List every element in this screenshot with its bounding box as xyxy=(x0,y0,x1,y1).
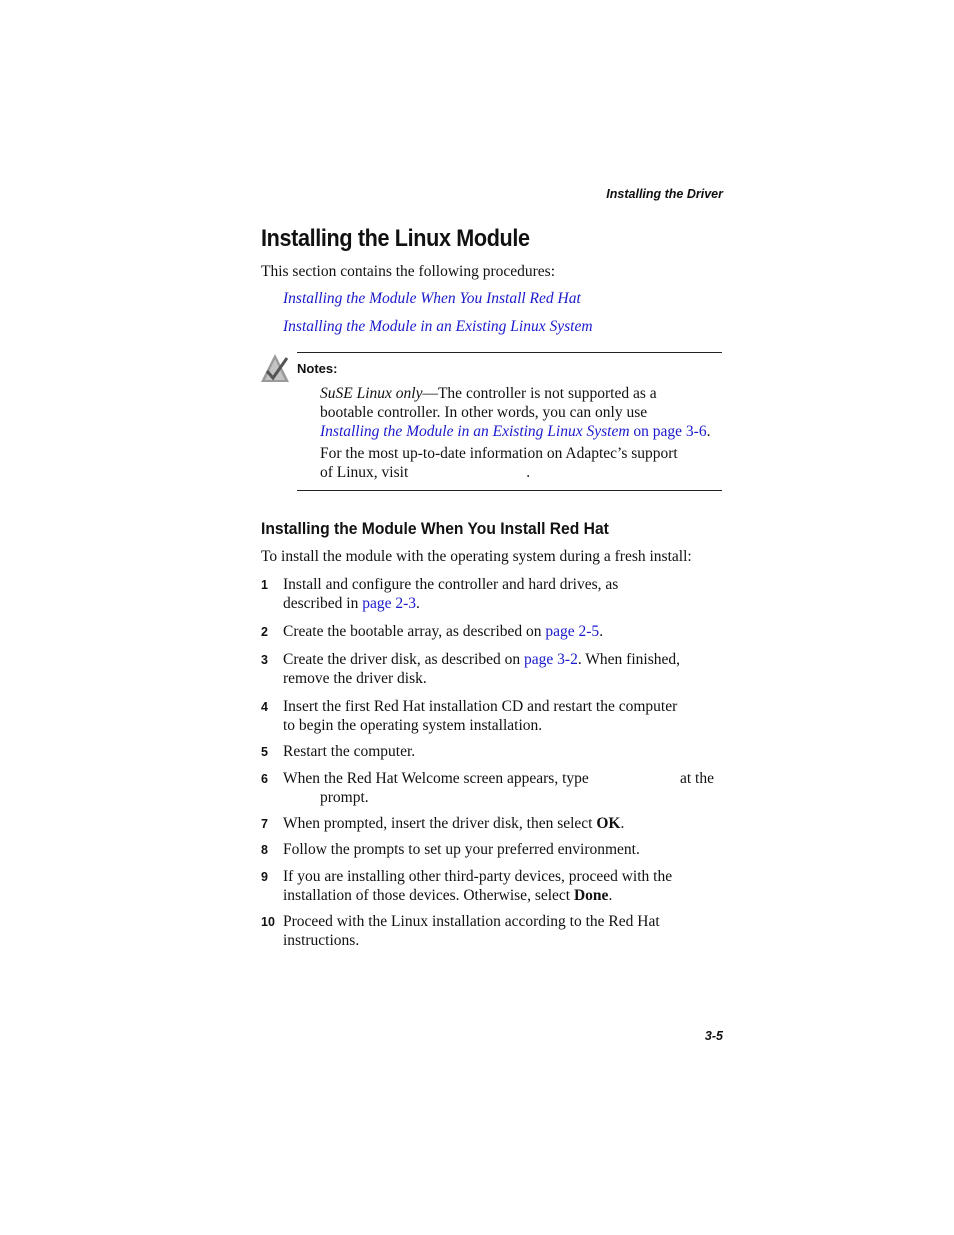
note-suse-end: . xyxy=(706,423,711,440)
link-install-with-red-hat[interactable]: Installing the Module When You Install Red Hat xyxy=(283,290,581,307)
step-number: 2 xyxy=(261,625,268,639)
note-support xyxy=(320,444,722,482)
running-head: Installing the Driver xyxy=(606,187,723,201)
link-install-existing-linux[interactable]: Installing the Module in an Existing Linux System xyxy=(283,318,593,335)
link-page-3-2[interactable]: page 3-2 xyxy=(524,651,578,668)
done-label: Done xyxy=(573,887,609,904)
notes-top-rule xyxy=(297,352,722,353)
link-page-2-5[interactable]: page 2-5 xyxy=(545,623,600,640)
note-suse-text-a: —The controller is not supported as a xyxy=(422,385,657,402)
step-number: 5 xyxy=(261,745,268,759)
step-number: 7 xyxy=(261,817,268,831)
notes-label: Notes: xyxy=(297,361,338,376)
step-number: 8 xyxy=(261,843,268,857)
notes-bottom-rule xyxy=(297,490,722,491)
note-check-icon xyxy=(260,352,290,384)
step-number: 10 xyxy=(261,915,275,929)
subsection-title: Installing the Module When You Install Red Hat xyxy=(261,519,609,538)
note-support-line1: For the most up-to-date information on Adaptec’s support xyxy=(320,445,678,462)
note-suse xyxy=(320,384,722,441)
step-number: 4 xyxy=(261,700,268,714)
subsection-lead: To install the module with the operating system during a fresh install: xyxy=(261,548,692,565)
page-title: Installing the Linux Module xyxy=(261,225,530,252)
note-support-end: . xyxy=(526,464,531,481)
page-number: 3-5 xyxy=(704,1029,723,1043)
note-support-line2: of Linux, visit xyxy=(320,464,409,481)
ok-label: OK xyxy=(596,815,621,832)
step-number: 9 xyxy=(261,870,268,884)
step-number: 1 xyxy=(261,578,268,592)
link-note-existing-linux[interactable]: Installing the Module in an Existing Linux System on page 3-6 xyxy=(320,423,707,440)
note-suse-text-b: bootable controller. In other words, you can only use xyxy=(320,404,648,421)
step-number: 6 xyxy=(261,772,268,786)
note-suse-emphasis: SuSE Linux only xyxy=(320,385,423,402)
section-intro: This section contains the following procedures: xyxy=(261,263,556,280)
step-number: 3 xyxy=(261,653,268,667)
link-page-2-3[interactable]: page 2-3 xyxy=(362,595,416,612)
